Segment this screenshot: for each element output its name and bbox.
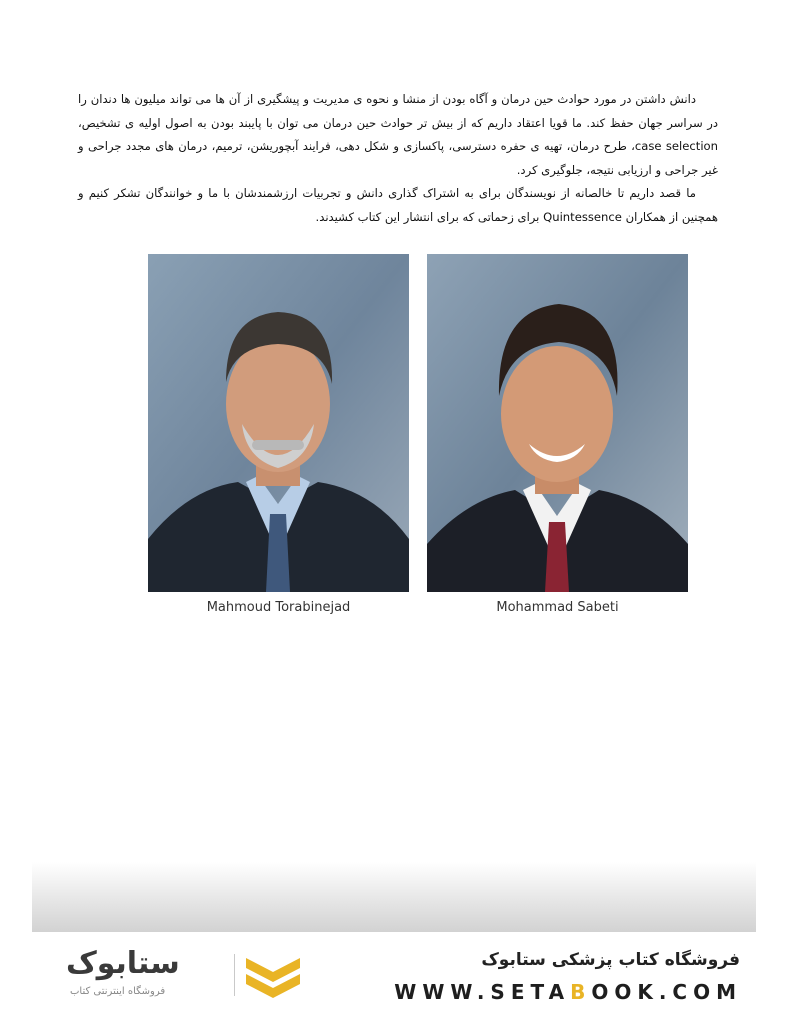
body-text — [78, 88, 718, 229]
caption-torabinejad: Mahmoud Torabinejad — [206, 600, 351, 615]
store-title: فروشگاه کتاب پزشکی ستابوک — [481, 950, 740, 970]
portrait-sabeti — [427, 254, 688, 592]
setabook-logo[interactable] — [58, 944, 318, 1004]
store-url[interactable] — [394, 980, 742, 1004]
author-photos — [148, 254, 688, 626]
url-part-1: WWW. — [394, 980, 491, 1004]
paragraph-2: ما قصد داریم تا خالصانه از نویسندگان برای به اشتراک گذاری دانش و تجربیات ارزشمندشان با ما و خوانندگان تشکر کنیم و همچنین از همکاران Quintessence برای زحماتی که برای انتشار این کتاب کشیدند. — [78, 186, 718, 224]
logo-divider — [234, 954, 235, 996]
caption-sabeti: Mohammad Sabeti — [496, 600, 619, 615]
url-part-2: SETA — [490, 980, 571, 1004]
logo-wordmark: ستابوک — [66, 946, 180, 981]
url-part-3: B — [570, 980, 592, 1004]
paragraph-1: دانش داشتن در مورد حوادث حین درمان و آگاه بودن از منشا و نحوه ی مدیریت و پیشگیری از آن ها می تواند میلیون ها دندان را در سراسر جهان حفظ کند. ما قویا اعتقاد داریم که از بیش تر حوادث حین درمان می توان با پایبند بودن به اصول اولیه ی تشخیص، case selection، طرح درمان، تهیه ی حفره دسترسی، پاکسازی و شکل دهی، فرایند آبچوریشن، ترمیم، درمان های مجدد جراحی و غیر جراحی و ارزیابی نتیجه، جلوگیری کرد. — [78, 92, 718, 177]
portrait-torabinejad — [148, 254, 409, 592]
footer-shadow — [32, 862, 756, 932]
url-part-4: OOK.COM — [591, 980, 742, 1004]
author-card-sabeti — [427, 254, 688, 615]
logo-subtitle: فروشگاه اینترنتی کتاب — [70, 986, 166, 997]
author-card-torabinejad — [148, 254, 409, 615]
chevron-stack-icon — [244, 954, 302, 998]
footer — [0, 932, 788, 1012]
